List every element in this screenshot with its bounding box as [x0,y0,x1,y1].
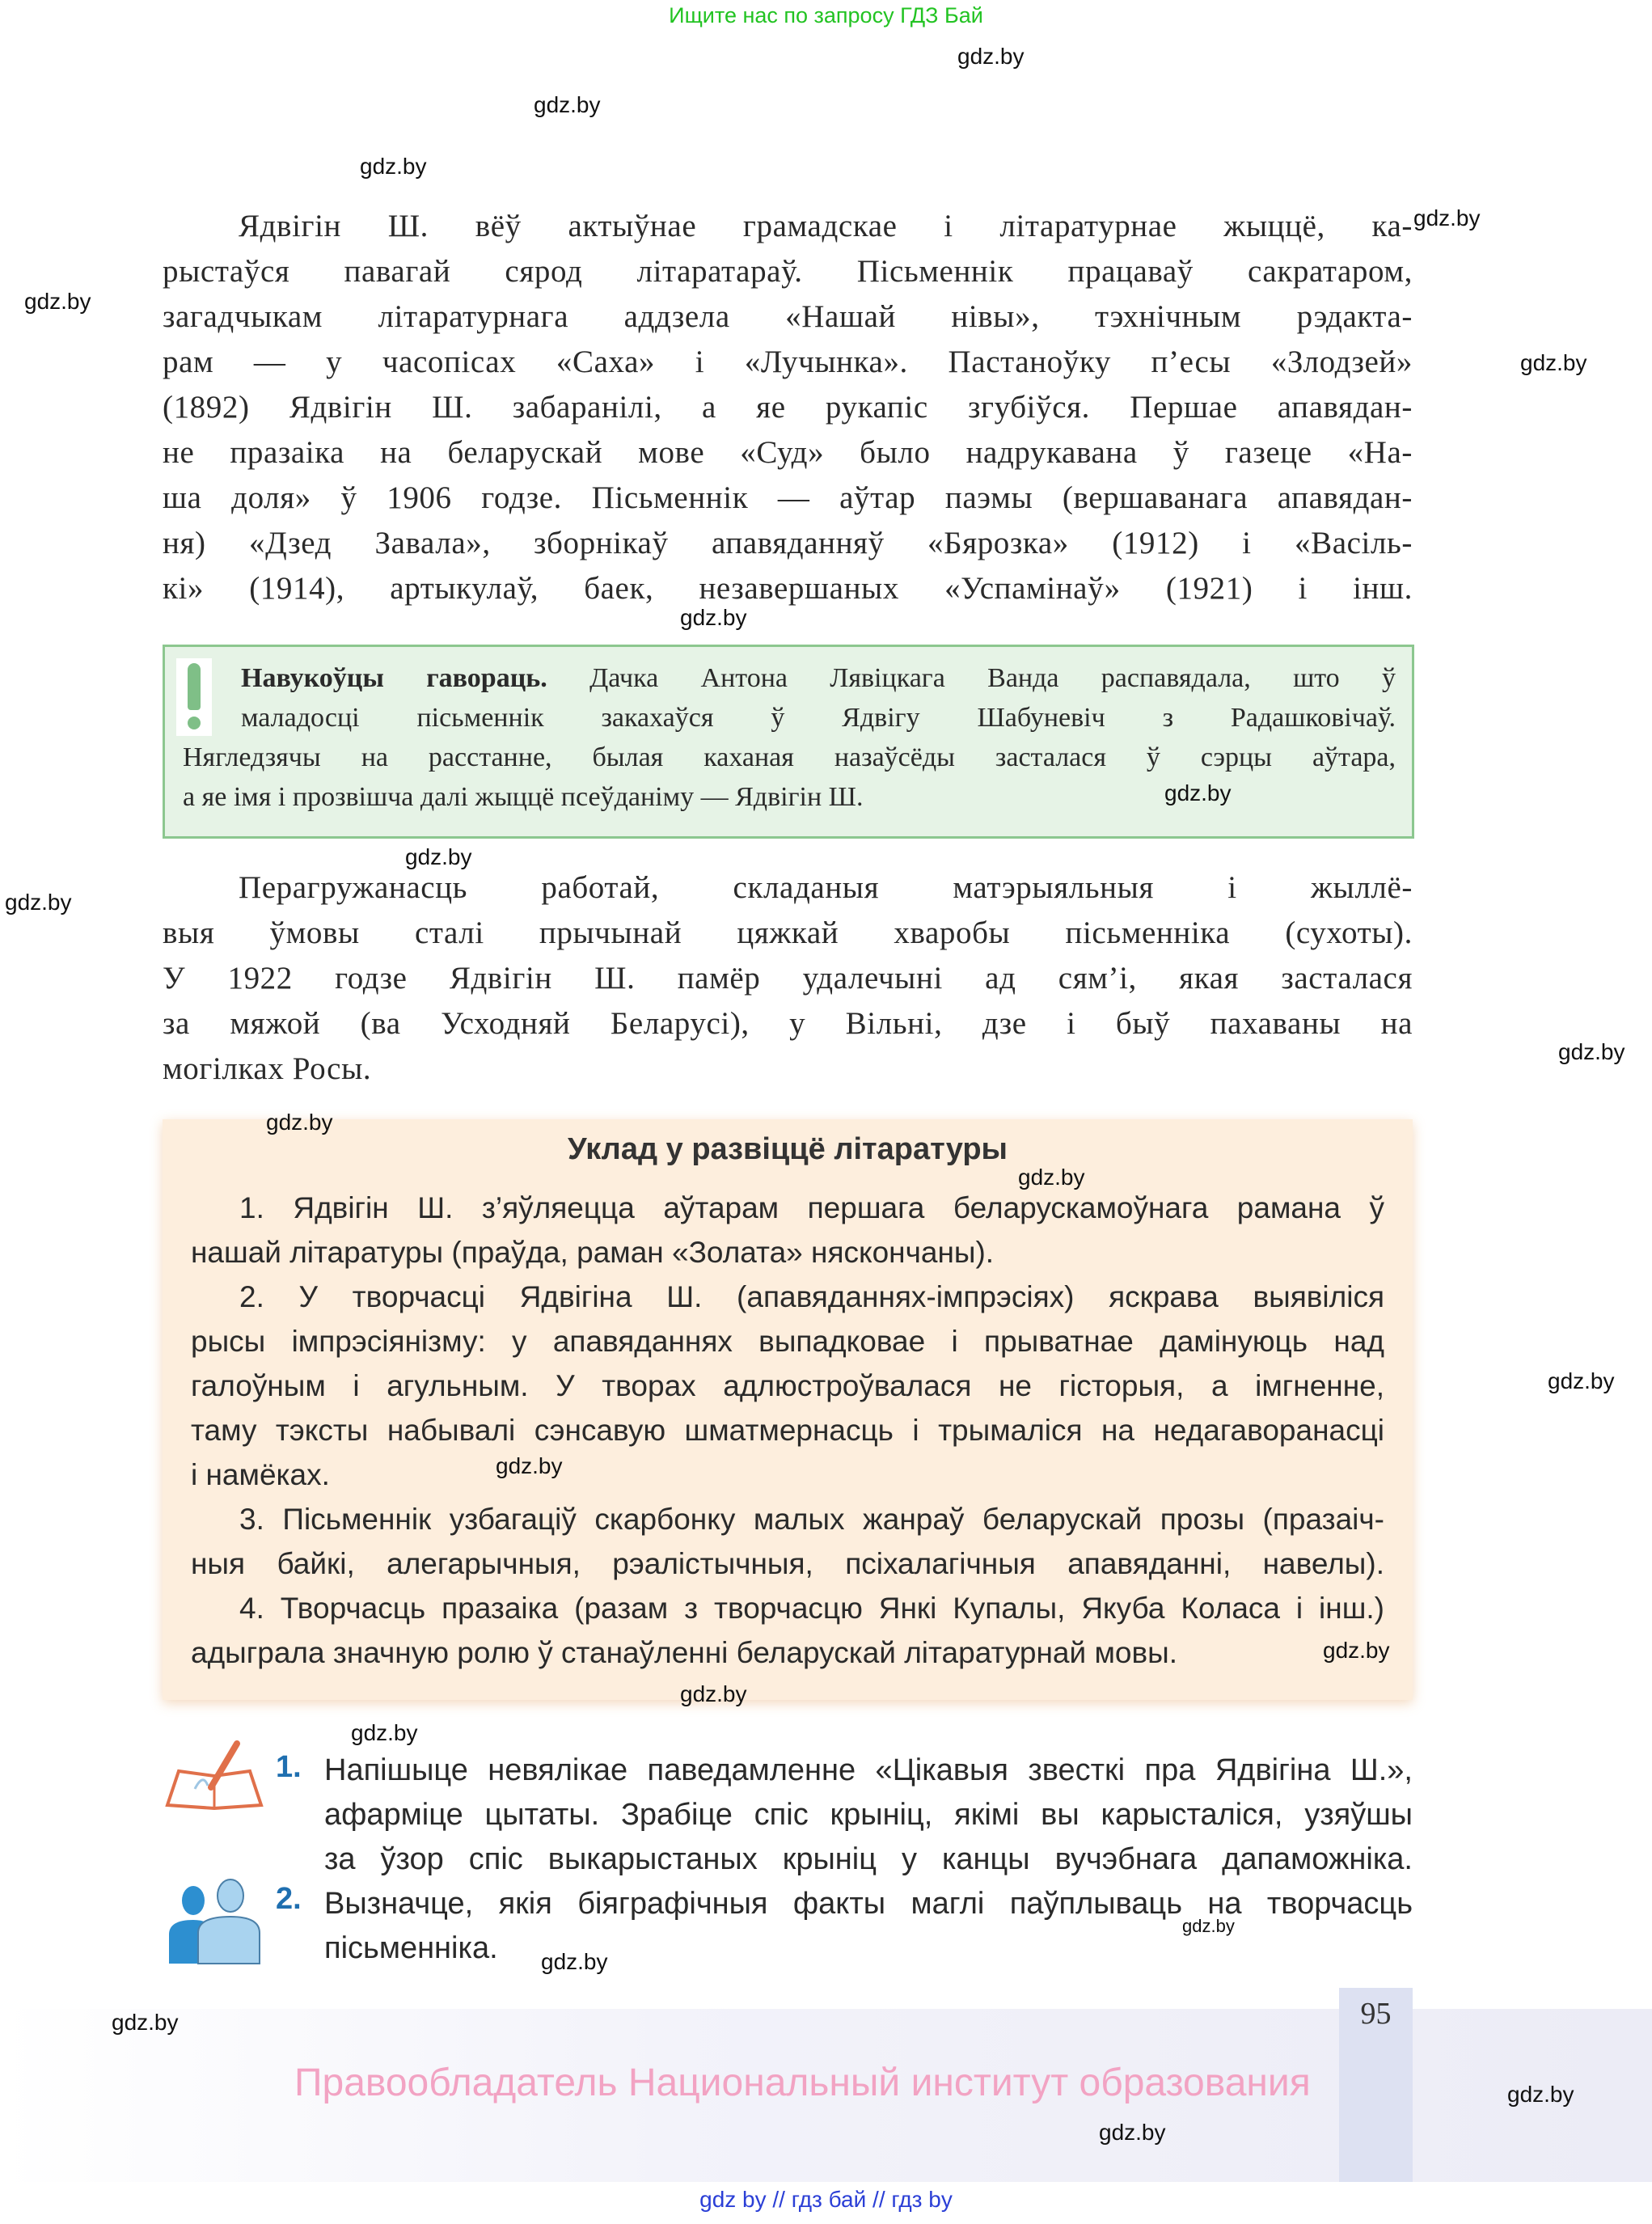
contribution-line: рысы імпрэсіянізму: у апавяданнях выпадковае і прыватнае дамінуюць над [191,1325,1384,1358]
text-line: ня) «Дзед Завала», зборнікаў апавяданняў «Бярозка» (1912) і «Васіль- [163,526,1413,560]
paragraph-illness [163,865,1413,1092]
contribution-line: галоўным і агульным. У творах адлюстроўвалася не гісторыя, а імгненне, [191,1369,1384,1402]
watermark: gdz.by [266,1110,333,1135]
bottom-links[interactable]: gdz by // гдз бай // гдз by [699,2187,953,2212]
text-line: за мяжой (ва Усходняй Беларусі), у Вільні, дзе і быў пахаваны на [163,1006,1413,1041]
text-line: кі» (1914), артыкулаў, баек, незавершаных «Успамінаў» (1921) і інш. [163,571,1413,606]
task-line: Напішыце невялікае паведамленне «Цікавыя звесткі пра Ядвігіна Ш.», [324,1753,1413,1787]
note-line: а яе імя і прозвішча далі жыццё псеўданіму — Ядвігін Ш. [183,782,864,812]
watermark: gdz.by [360,154,427,179]
note-text: Дачка Антона Лявіцкага Ванда распавядала, што ў [547,663,1396,693]
watermark: gdz.by [541,1949,608,1974]
page-number-box [1339,1988,1413,2182]
contribution-title: Уклад у развіццё літаратуры [568,1132,1008,1166]
watermark: gdz.by [1182,1916,1235,1936]
writing-book-icon [163,1740,266,1813]
task-number: 1. [276,1750,302,1784]
watermark: gdz.by [5,890,72,915]
text-line: Перагружанасць работай, складаныя матэрыяльныя і жыллё- [239,870,1413,905]
watermark: gdz.by [1520,350,1587,375]
task-line: за ўзор спіс выкарыстаных крыніц у канцы вучэбнага дапаможніка. [324,1842,1413,1876]
contribution-line: 1. Ядвігін Ш. з’яўляецца аўтарам першага беларускамоўнага рамана ў [239,1191,1384,1224]
task-line: Вызначце, якія біяграфічныя факты маглі паўплываць на творчасць [324,1887,1413,1921]
contribution-line: нашай літаратуры (праўда, раман «Золата» няскончаны). [191,1236,995,1269]
text-line: Ядвігін Ш. вёў актыўнае грамадскае і літаратурнае жыццё, ка- [239,209,1413,243]
watermark: gdz.by [112,2010,179,2035]
text-line: (1892) Ядвігін Ш. забаранілі, а яе рукапіс згубіўся. Першае апавядан- [163,390,1413,425]
search-banner[interactable]: Ищите нас по запросу ГДЗ Бай [669,3,983,27]
page-number: 95 [1360,1997,1392,2031]
task-list [324,1748,1413,1971]
contribution-line: ныя байкі, алегарычныя, рэалістычныя, псіхалагічныя апавяданні, навелы). [191,1547,1384,1580]
contribution-line: адыграла значную ролю ў станаўленні беларускай літаратурнай мовы. [191,1636,1178,1669]
watermark: gdz.by [24,289,91,314]
text-line: не празаіка на беларускай мове «Суд» было надрукавана ў газеце «На- [163,435,1413,470]
watermark: gdz.by [405,844,472,869]
watermark: gdz.by [496,1453,563,1478]
watermark: gdz.by [351,1720,418,1745]
watermark: gdz.by [680,1681,747,1706]
contribution-line: таму тэксты набывалі сэнсавую шматмернасць і трымаліся на недагаворанасці [191,1414,1384,1447]
watermark: gdz.by [534,92,601,117]
watermark: gdz.by [1558,1039,1625,1064]
text-line: рам — у часопісах «Саха» і «Лучынка». Пастаноўку п’есы «Злодзей» [163,345,1413,379]
watermark: gdz.by [1099,2120,1166,2145]
text-line: рыстаўся павагай сярод літаратараў. Пісьменнік працаваў сакратаром, [163,254,1413,289]
pair-work-icon [163,1878,266,1965]
text-line: могілках Росы. [163,1051,372,1086]
contribution-line: 4. Творчасць празаіка (разам з творчасцю Янкі Купалы, Якуба Коласа і інш.) [239,1592,1384,1625]
text-line: выя ўмовы сталі прычынай цяжкай хваробы пісьменніка (сухоты). [163,915,1413,950]
note-heading: Навукоўцы гавораць. [241,663,547,693]
task-line: афарміце цытаты. Зрабіце спіс крыніц, якімі вы карысталіся, узяўшы [324,1798,1413,1832]
text-line: ша доля» ў 1906 годзе. Пісьменнік — аўтар паэмы (вершаванага апавядан- [163,480,1413,515]
task-line: пісьменніка. [324,1931,498,1965]
contribution-line: 2. У творчасці Ядвігіна Ш. (апавяданнях-імпрэсіях) яскрава выявіліся [239,1280,1384,1313]
copyright-notice: Правообладатель Национальный институт образования [294,2061,1311,2104]
contribution-list [191,1186,1384,1675]
paragraph-biography [163,204,1413,611]
watermark: gdz.by [957,44,1025,69]
contribution-line: 3. Пісьменнік узбагаціў скарбонку малых жанраў беларускай прозы (празаіч- [239,1503,1384,1536]
watermark: gdz.by [1164,780,1232,805]
text-line: У 1922 годзе Ядвігін Ш. памёр удалечыні ад сям’і, якая засталася [163,961,1413,996]
note-line [183,658,1396,698]
note-line: маладосці пісьменнік закахаўся ў Ядвігу Шабуневіч з Радашковічаў. [241,703,1396,733]
contribution-box [163,1119,1413,1700]
watermark: gdz.by [1507,2082,1574,2107]
watermark: gdz.by [680,605,747,630]
watermark: gdz.by [1413,205,1481,230]
contribution-line: і намёках. [191,1458,330,1491]
scholars-note-box [163,645,1414,839]
note-line: Нягледзячы на расстанне, былая каханая назаўсёды засталася ў сэрцы аўтара, [183,742,1396,772]
text-line: загадчыкам літаратурнага аддзела «Нашай нівы», тэхнічным рэдакта- [163,299,1413,334]
watermark: gdz.by [1018,1165,1085,1190]
watermark: gdz.by [1548,1368,1615,1393]
watermark: gdz.by [1323,1638,1390,1663]
task-number: 2. [276,1882,302,1916]
